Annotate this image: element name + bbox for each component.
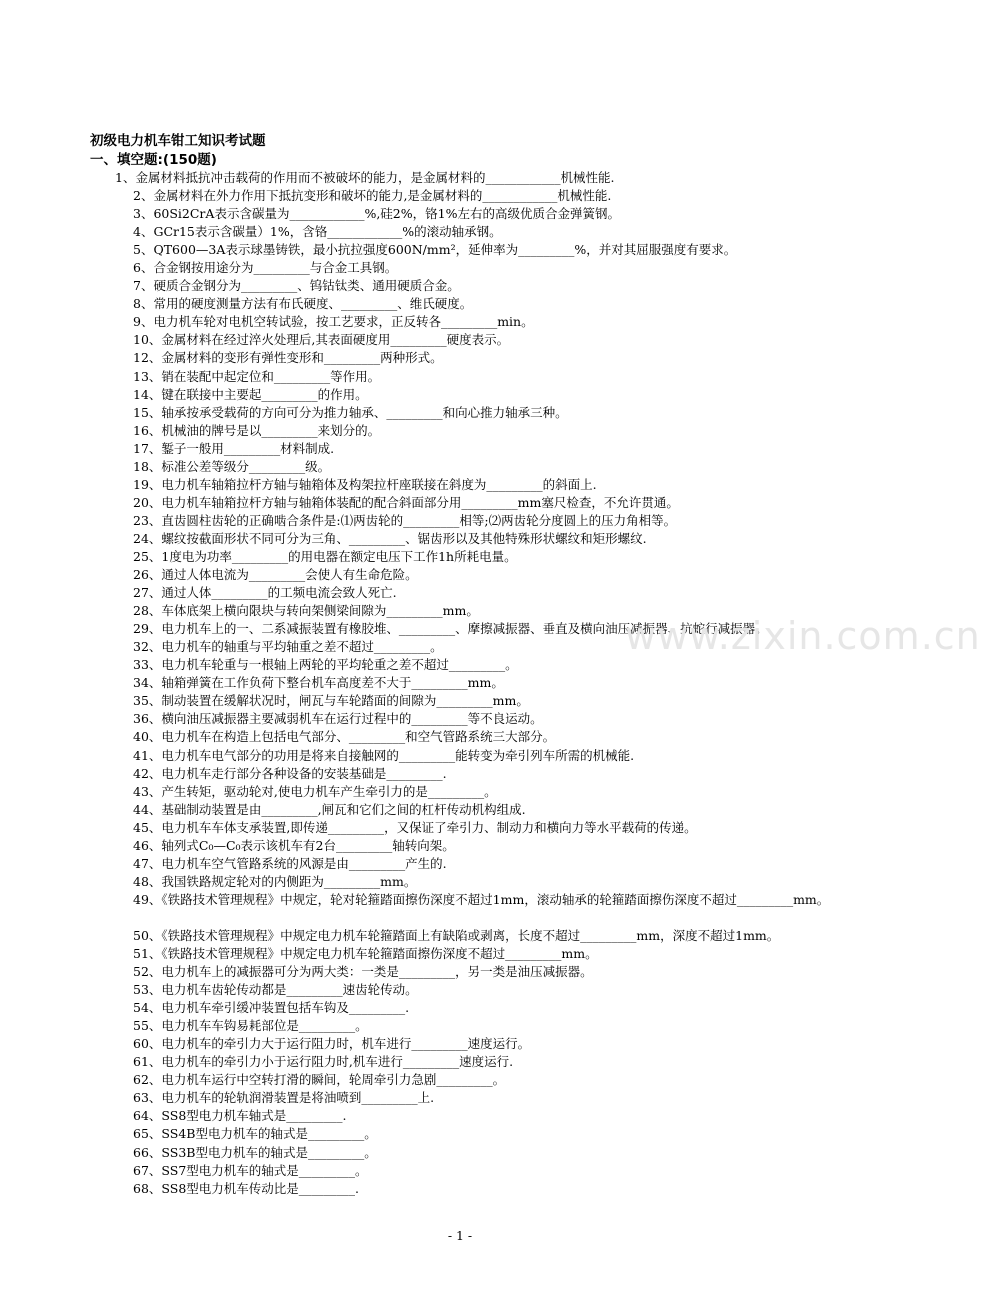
section-heading: 一、填空题:(150题) [90,152,217,168]
question-item: 28、车体底架上横向限块与转向架侧梁间隙为_________mm。 [133,603,479,619]
question-item: 34、轴箱弹簧在工作负荷下整台机车高度差不大于_________mm。 [133,675,504,691]
question-item: 36、横向油压减振器主要减弱机车在运行过程中的_________等不良运动。 [133,711,543,727]
question-item: 61、电力机车的牵引力小于运行阻力时,机车进行_________速度运行. [133,1054,514,1070]
question-item: 51、《铁路技术管理规程》中规定电力机车轮箍踏面擦伤深度不超过_________mm。 [133,946,598,962]
question-item: 65、SS4B型电力机车的轴式是_________。 [133,1126,377,1142]
question-item: 7、硬质合金钢分为_________、钨钴钛类、通用硬质合金。 [133,278,460,294]
question-item: 46、轴列式C₀—C₀表示该机车有2台_________轴转向架。 [133,837,455,853]
question-item: 49、《铁路技术管理规程》中规定，轮对轮箍踏面擦伤深度不超过1mm，滚动轴承的轮箍踏面擦伤深度不超过_________mm。 [133,891,830,907]
question-item: 9、电力机车轮对电机空转试验，按工艺要求，正反转各_________min。 [133,314,534,330]
question-item: 47、电力机车空气管路系统的风源是由_________产生的. [133,855,447,871]
question-item: 3、60Si2CrA表示含碳量为____________%,硅2%，铬1%左右的高级优质合金弹簧钢。 [133,206,620,222]
question-item: 26、通过人体电流为_________会使人有生命危险。 [133,567,418,583]
question-item: 68、SS8型电力机车传动比是_________. [133,1180,359,1196]
question-item: 1、金属材料抵抗冲击载荷的作用而不被破坏的能力，是金属材料的____________机械性能. [115,170,615,185]
question-item: 13、销在装配中起定位和_________等作用。 [133,368,381,384]
question-item: 63、电力机车的轮轨润滑装置是将油喷到_________上. [133,1090,435,1106]
question-item: 6、合金钢按用途分为_________与合金工具钢。 [133,260,398,276]
question-item: 41、电力机车电气部分的功用是将来自接触网的_________能转变为牵引列车所需的机械能. [133,747,635,763]
question-item: 18、标准公差等级分_________级。 [133,458,331,474]
page-number: - 1 - [447,1228,473,1243]
question-item: 54、电力机车牵引缓冲装置包括车钩及_________. [133,1000,410,1016]
question-item: 15、轴承按承受载荷的方向可分为推力轴承、_________和向心推力轴承三种。 [133,404,568,420]
question-item: 35、制动装置在缓解状况时，闸瓦与车轮踏面的间隙为_________mm。 [133,693,529,709]
question-item: 5、QT600—3A表示球墨铸铁，最小抗拉强度600N/mm²，延伸率为_________%，并对其屈服强度有要求。 [133,242,737,258]
question-item: 50、《铁路技术管理规程》中规定电力机车轮箍踏面上有缺陷或剥离，长度不超过_________mm，深度不超过1mm。 [133,927,780,943]
question-item: 44、基础制动装置是由_________,闸瓦和它们之间的杠杆传动机构组成. [133,801,526,817]
question-item: 52、电力机车上的减振器可分为两大类：一类是_________，另一类是油压减振器。 [133,964,593,980]
question-item: 64、SS8型电力机车轴式是_________. [133,1108,347,1124]
question-item: 10、金属材料在经过淬火处理后,其表面硬度用_________硬度表示。 [133,332,510,348]
question-item: 33、电力机车轮重与一根轴上两轮的平均轮重之差不超过_________。 [133,657,518,673]
question-item: 66、SS3B型电力机车的轴式是_________。 [133,1144,377,1160]
question-item: 67、SS7型电力机车的轴式是_________。 [133,1162,368,1178]
question-item: 19、电力机车轴箱拉杆方轴与轴箱体及构架拉杆座联接在斜度为_________的斜面上. [133,476,597,492]
question-item: 62、电力机车运行中空转打滑的瞬间，轮周牵引力急剧_________。 [133,1072,506,1088]
question-item: 23、直齿圆柱齿轮的正确啮合条件是:⑴两齿轮的_________相等;⑵两齿轮分度圆上的压力角相等。 [133,512,677,528]
question-item: 16、机械油的牌号是以_________来划分的。 [133,422,381,438]
question-item: 53、电力机车齿轮传动都是_________速齿轮传动。 [133,982,418,998]
question-item: 12、金属材料的变形有弹性变形和_________两种形式。 [133,350,443,366]
question-item: 32、电力机车的轴重与平均轴重之差不超过_________。 [133,639,443,655]
question-item: 55、电力机车车钩易耗部位是_________。 [133,1018,368,1034]
question-item: 45、电力机车车体支承装置,即传递_________，又保证了牵引力、制动力和横向力等水平载荷的传递。 [133,819,697,835]
question-item: 29、电力机车上的一、二系减振装置有橡胶堆、_________、摩擦减振器、垂直及横向油压减振器、抗蛇行减振器。 [133,621,768,637]
question-item: 40、电力机车在构造上包括电气部分、_________和空气管路系统三大部分。 [133,729,556,745]
question-item: 48、我国铁路规定轮对的内侧距为_________mm。 [133,873,417,889]
question-item: 27、通过人体_________的工频电流会致人死亡. [133,585,397,601]
question-item: 42、电力机车走行部分各种设备的安装基础是_________. [133,765,447,781]
question-item: 60、电力机车的牵引力大于运行阻力时，机车进行_________速度运行。 [133,1036,531,1052]
question-item: 8、常用的硬度测量方法有布氏硬度、_________、维氏硬度。 [133,296,473,312]
question-list [90,169,835,1198]
question-item: 14、键在联接中主要起_________的作用。 [133,386,368,402]
question-item: 17、錾子一般用_________材料制成. [133,440,335,456]
question-item: 43、产生转矩，驱动轮对,使电力机车产生牵引力的是_________。 [133,783,497,799]
question-item: 20、电力机车轴箱拉杆方轴与轴箱体装配的配合斜面部分用_________mm塞尺检查，不允许贯通。 [133,494,679,510]
question-item: 2、金属材料在外力作用下抵抗变形和破坏的能力,是金属材料的____________机械性能. [133,188,612,204]
question-item: 4、GCr15表示含碳量）1%，含铬____________%的滚动轴承钢。 [133,224,502,240]
document-title: 初级电力机车钳工知识考试题 [90,133,266,149]
watermark: www.zixin.com.cn [625,614,981,658]
question-item: 25、1度电为功率_________的用电器在额定电压下工作1h所耗电量。 [133,548,517,564]
question-item: 24、螺纹按截面形状不同可分为三角、_________、锯齿形以及其他特殊形状螺纹和矩形螺纹. [133,530,647,546]
